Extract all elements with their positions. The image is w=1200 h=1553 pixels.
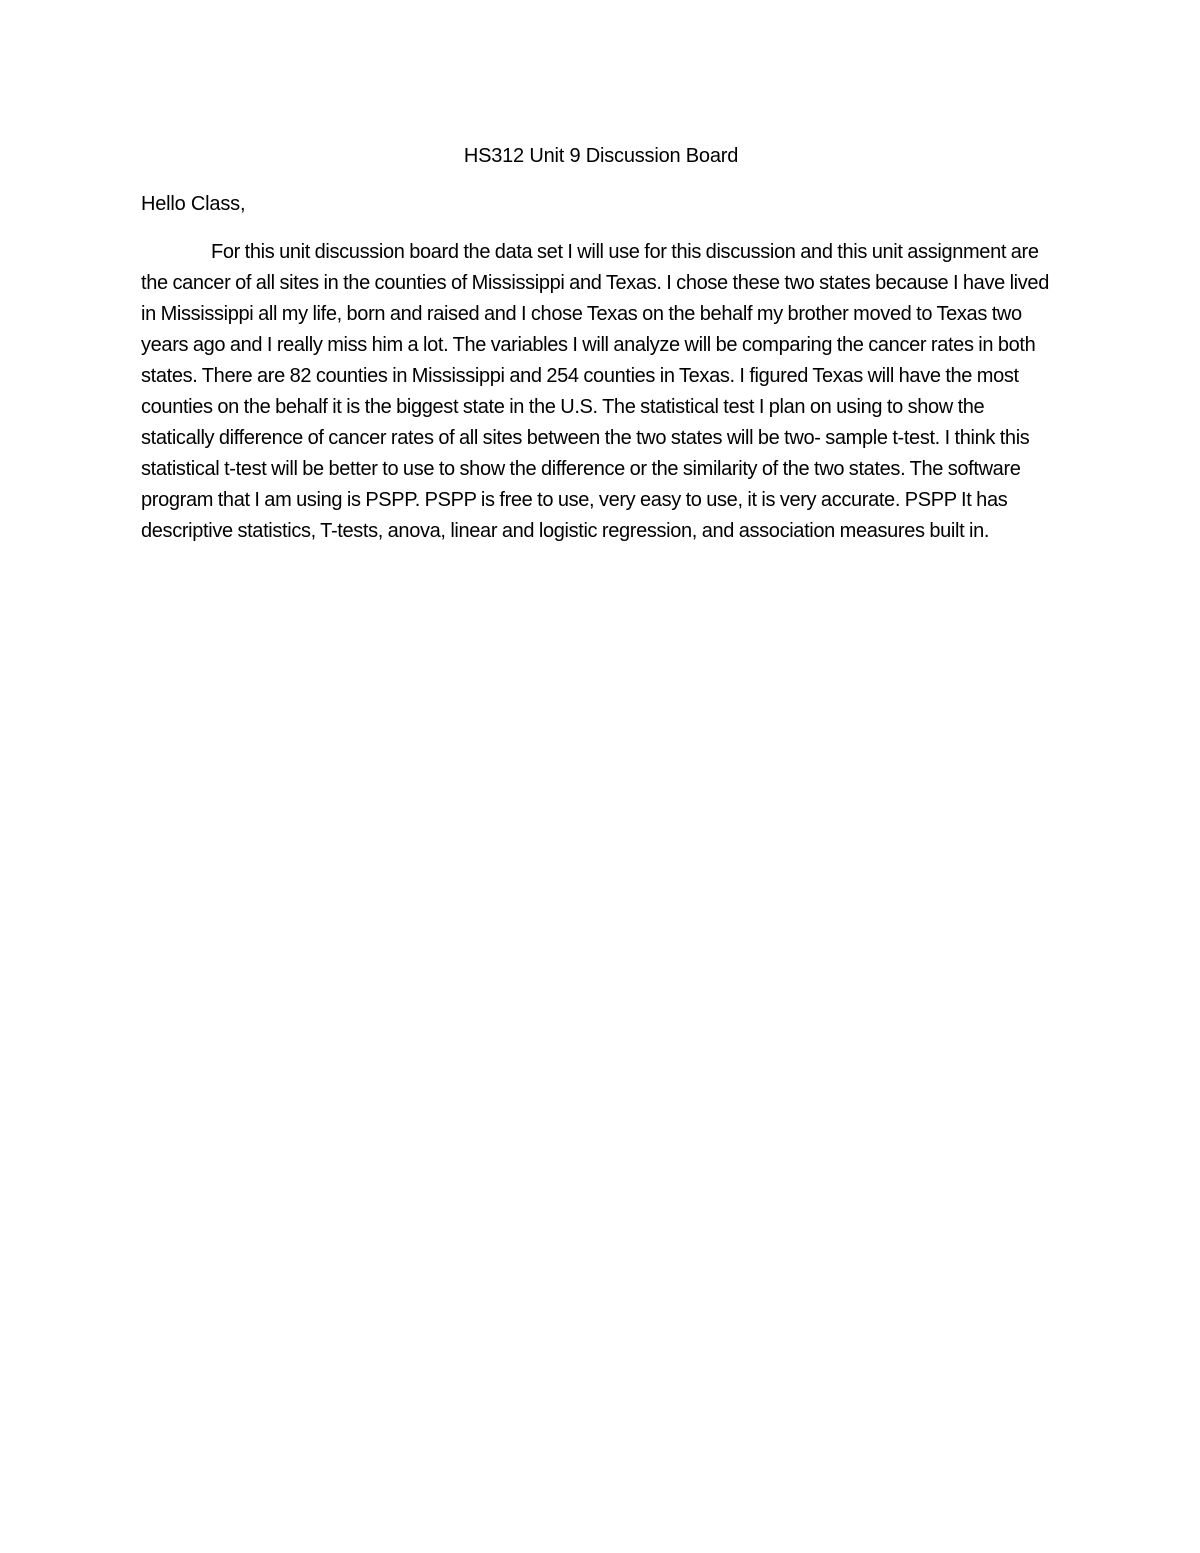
document-body [141,142,1061,547]
salutation: Hello Class, [141,193,246,215]
body-paragraph: For this unit discussion board the data set I will use for this discussion and this unit assignment are the cancer of all sites in the counties of Mississippi and Texas. I chose these two states because I have lived in Mississippi all my life, born and raised and I chose Texas on the behalf my brother moved to Texas two years ago and I really miss him a lot. The variables I will analyze will be comparing the cancer rates in both states. There are 82 counties in Mississippi and 254 counties in Texas. I figured Texas will have the most counties on the behalf it is the biggest state in the U.S. The statistical test I plan on using to show the statically difference of cancer rates of all sites between the two states will be two- sample t-test. I think this statistical t-test will be better to use to show the difference or the similarity of the two states. The software program that I am using is PSPP. PSPP is free to use, very easy to use, it is very accurate. PSPP It has descriptive statistics, T-tests, anova, linear and logistic regression, and association measures built in. [141,241,1049,542]
document-title: HS312 Unit 9 Discussion Board [463,145,739,167]
